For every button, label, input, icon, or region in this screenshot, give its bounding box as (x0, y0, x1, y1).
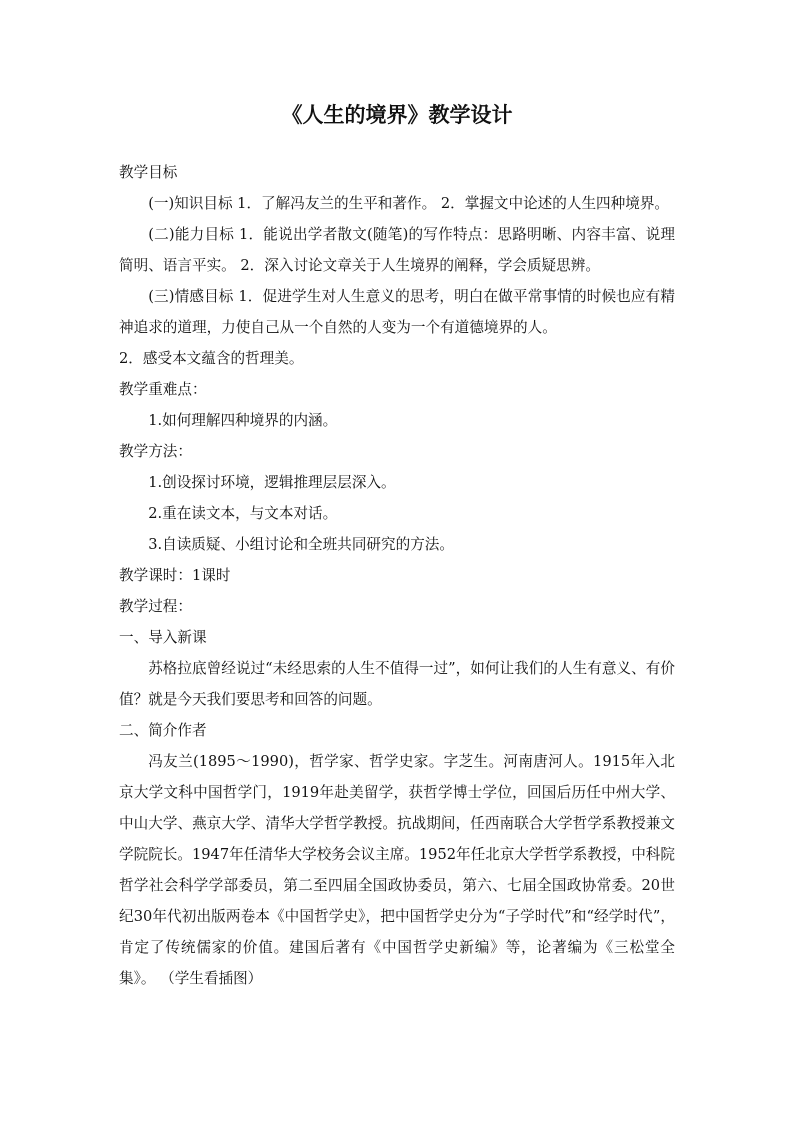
method-heading: 教学方法： (119, 443, 192, 460)
objective-emotion-2: 2．感受本文蕴含的哲理美。 (119, 350, 304, 367)
section-intro-heading: 一、导入新课 (119, 629, 207, 646)
method-item-2: 2.重在读文本，与文本对话。 (148, 505, 338, 522)
document-body (119, 157, 675, 994)
section-intro-text: 苏格拉底曾经说过“未经思索的人生不值得一过”，如何让我们的人生有意义、有价值？就是今天我们要思考和回答的问题。 (119, 660, 675, 708)
difficulty-heading: 教学重难点： (119, 381, 207, 398)
objective-emotion: (三)情感目标 1．促进学生对人生意义的思考，明白在做平常事情的时候也应有精神追求的道理，力使自己从一个自然的人变为一个有道德境界的人。 (119, 288, 675, 336)
document-title: 《人生的境界》教学设计 (281, 103, 513, 127)
section-author-text: 冯友兰(1895～1990)，哲学家、哲学史家。字芝生。河南唐河人。1915年入北京大学文科中国哲学门，1919年赴美留学，获哲学博士学位，回国后历任中州大学、中山大学、燕京大学、清华大学哲学教授。抗战期间，任西南联合大学哲学系教授兼文学院院长。1947年任清华大学校务会议主席。1952年任北京大学哲学系教授，中科院哲学社会科学学部委员，第二至四届全国政协委员，第六、七届全国政协常委。20世纪30年代初出版两卷本《中国哲学史》，把中国哲学史分为“子学时代”和“经学时代”，肯定了传统儒家的价值。建国后著有《中国哲学史新编》等，论著编为《三松堂全集》。 （学生看插图） (119, 753, 675, 987)
process-heading: 教学过程： (119, 598, 192, 615)
difficulty-item: 1.如何理解四种境界的内涵。 (148, 412, 338, 429)
method-item-1: 1.创设探讨环境，逻辑推理层层深入。 (148, 474, 396, 491)
method-item-3: 3.自读质疑、小组讨论和全班共同研究的方法。 (148, 536, 454, 553)
class-hours: 教学课时：1课时 (119, 567, 231, 584)
objective-knowledge: (一)知识目标 1．了解冯友兰的生平和著作。 2．掌握文中论述的人生四种境界。 (148, 195, 670, 212)
objective-ability: (二)能力目标 1．能说出学者散文(随笔)的写作特点：思路明晰、内容丰富、说理简明、语言平实。 2．深入讨论文章关于人生境界的阐释，学会质疑思辨。 (119, 226, 675, 274)
objectives-heading: 教学目标 (119, 164, 178, 181)
section-author-heading: 二、简介作者 (119, 722, 207, 739)
